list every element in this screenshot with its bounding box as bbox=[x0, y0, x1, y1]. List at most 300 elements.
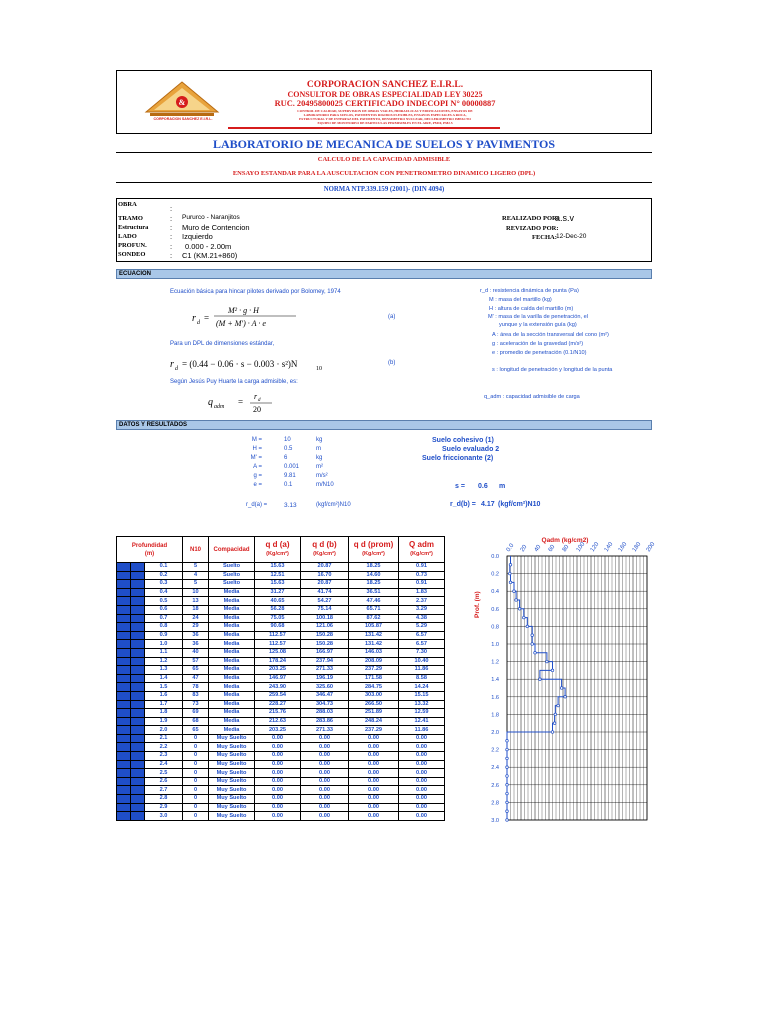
data-point bbox=[560, 687, 563, 690]
qadm-cell: 6.57 bbox=[399, 640, 445, 649]
row-marker bbox=[131, 623, 145, 632]
data-point bbox=[551, 731, 554, 734]
table-row bbox=[117, 597, 495, 606]
row-marker bbox=[117, 786, 131, 795]
qd-b-cell: 16.70 bbox=[301, 571, 349, 580]
sondeo-value: C1 (KM.21+860) bbox=[182, 251, 238, 260]
data-point bbox=[515, 599, 518, 602]
sondeo-label: SONDEO bbox=[118, 251, 146, 258]
row-marker bbox=[117, 726, 131, 735]
data-point bbox=[506, 748, 509, 751]
table-row bbox=[117, 666, 495, 675]
row-marker bbox=[131, 760, 145, 769]
row-marker bbox=[131, 752, 145, 761]
row-marker bbox=[117, 657, 131, 666]
row-marker bbox=[117, 666, 131, 675]
param-value: 0.1 bbox=[284, 481, 293, 488]
compacidad-cell: Muy Suelto bbox=[209, 760, 255, 769]
qd-a-cell: 56.28 bbox=[255, 605, 301, 614]
s-label: s = bbox=[455, 483, 465, 490]
qd-a-cell: 228.27 bbox=[255, 700, 301, 709]
depth-cell: 1.6 bbox=[145, 691, 183, 700]
def-h: H : altura de caída del martillo (m) bbox=[489, 306, 574, 312]
x-tick-label: 160 bbox=[617, 541, 629, 554]
qd-b-cell: 0.00 bbox=[301, 812, 349, 821]
qadm-cell: 11.86 bbox=[399, 726, 445, 735]
huarte-text: Según Jesús Puy Huarte la carga admisible, es: bbox=[170, 379, 298, 385]
qadm-cell: 0.00 bbox=[399, 777, 445, 786]
qadm-cell: 0.00 bbox=[399, 734, 445, 743]
rd-b-unit: (kgf/cm²)N10 bbox=[498, 501, 541, 508]
n10-cell: 0 bbox=[183, 812, 209, 821]
data-point bbox=[506, 792, 509, 795]
header-rule bbox=[228, 127, 500, 129]
depth-cell: 1.5 bbox=[145, 683, 183, 692]
sondeo-colon: : bbox=[170, 251, 173, 260]
n10-cell: 0 bbox=[183, 786, 209, 795]
param-unit: m bbox=[316, 445, 321, 452]
qd-b-cell: 75.14 bbox=[301, 605, 349, 614]
data-point bbox=[506, 819, 509, 822]
svg-text:10: 10 bbox=[316, 366, 322, 372]
param-unit: kg bbox=[316, 454, 323, 461]
qadm-cell: 12.59 bbox=[399, 709, 445, 718]
qd-a-cell: 40.65 bbox=[255, 597, 301, 606]
depth-cell: 1.2 bbox=[145, 657, 183, 666]
qd-a-cell: 112.57 bbox=[255, 631, 301, 640]
qd-b-cell: 304.73 bbox=[301, 700, 349, 709]
def-e: e : promedio de penetración (0.1/N10) bbox=[492, 350, 587, 356]
svg-text:(M + M') · A · e: (M + M') · A · e bbox=[216, 319, 266, 328]
def-mprime: M' : masa de la varilla de penetración, el bbox=[488, 314, 588, 320]
n10-cell: 57 bbox=[183, 657, 209, 666]
y-tick-label: 2.8 bbox=[491, 800, 499, 807]
compacidad-cell: Media bbox=[209, 709, 255, 718]
compacidad-cell: Muy Suelto bbox=[209, 777, 255, 786]
data-point bbox=[506, 740, 509, 743]
row-marker bbox=[131, 657, 145, 666]
table-row bbox=[117, 777, 495, 786]
data-point bbox=[564, 696, 567, 699]
formula-a bbox=[192, 302, 312, 332]
rd-a-label: r_d(a) = bbox=[246, 502, 268, 508]
row-marker bbox=[117, 648, 131, 657]
depth-cell: 0.6 bbox=[145, 605, 183, 614]
def-s: s : longitud de penetración y longitud de la punta bbox=[492, 367, 613, 373]
table-row bbox=[117, 683, 495, 692]
y-tick-label: 0.2 bbox=[491, 571, 499, 578]
header-qd-b: q d (b) (Kg/cm²) bbox=[301, 537, 349, 563]
qd-a-cell: 0.00 bbox=[255, 769, 301, 778]
header-qd-prom: q d (prom) (Kg/cm²) bbox=[349, 537, 399, 563]
qd-a-cell: 112.57 bbox=[255, 640, 301, 649]
compacidad-cell: Muy Suelto bbox=[209, 795, 255, 804]
svg-text:q: q bbox=[208, 397, 213, 408]
svg-text:M² · g · H: M² · g · H bbox=[228, 306, 259, 315]
data-point bbox=[509, 572, 512, 575]
formula-b-label: (b) bbox=[388, 360, 396, 366]
qadm-cell: 15.15 bbox=[399, 691, 445, 700]
qadm-cell: 0.00 bbox=[399, 743, 445, 752]
header-qd-a: q d (a) (Kg/cm²) bbox=[255, 537, 301, 563]
qd-b-cell: 121.06 bbox=[301, 623, 349, 632]
table-row bbox=[117, 640, 495, 649]
param-name: M' = bbox=[250, 454, 262, 461]
estructura-value: Muro de Contencion bbox=[182, 223, 250, 232]
y-tick-label: 1.8 bbox=[491, 712, 499, 719]
header-n10: N10 bbox=[183, 537, 209, 563]
soil-cohesivo: Suelo cohesivo (1) bbox=[432, 437, 494, 444]
row-marker bbox=[131, 777, 145, 786]
compacidad-cell: Media bbox=[209, 700, 255, 709]
table-row bbox=[117, 717, 495, 726]
row-marker bbox=[117, 760, 131, 769]
qadm-cell: 11.86 bbox=[399, 666, 445, 675]
def-g: g : aceleración de la gravedad (m/s²) bbox=[492, 341, 584, 347]
data-point bbox=[506, 766, 509, 769]
row-marker bbox=[117, 717, 131, 726]
svg-text:r: r bbox=[170, 359, 174, 370]
qadm-cell: 6.57 bbox=[399, 631, 445, 640]
row-marker bbox=[117, 700, 131, 709]
x-tick-label: 60 bbox=[547, 544, 557, 554]
header-qadm: Q adm (Kg/cm²) bbox=[399, 537, 445, 563]
qd-a-cell: 0.00 bbox=[255, 803, 301, 812]
obra-label: OBRA bbox=[118, 201, 137, 208]
row-marker bbox=[117, 674, 131, 683]
n10-cell: 0 bbox=[183, 803, 209, 812]
tramo-value: Pururco - Naranjitos bbox=[182, 214, 240, 221]
depth-cell: 0.5 bbox=[145, 597, 183, 606]
compacidad-cell: Media bbox=[209, 717, 255, 726]
calc-title: CALCULO DE LA CAPACIDAD ADMISIBLE bbox=[317, 156, 451, 163]
row-marker bbox=[131, 674, 145, 683]
header-compacidad: Compacidad bbox=[209, 537, 255, 563]
qd-a-cell: 12.51 bbox=[255, 571, 301, 580]
rd-a-value: 3.13 bbox=[284, 502, 297, 509]
profun-colon: : bbox=[170, 242, 173, 251]
test-rule bbox=[116, 182, 652, 183]
qadm-cell: 10.40 bbox=[399, 657, 445, 666]
qd-b-cell: 325.60 bbox=[301, 683, 349, 692]
table-row bbox=[117, 803, 495, 812]
rd-b-label: r_d(b) = bbox=[450, 501, 476, 508]
x-tick-label: 100 bbox=[575, 541, 587, 554]
data-point bbox=[531, 634, 534, 637]
y-tick-label: 0.8 bbox=[491, 624, 499, 631]
qd-prom-cell: 87.62 bbox=[349, 614, 399, 623]
rd-a-unit: (kgf/cm²)N10 bbox=[316, 502, 351, 508]
qd-b-cell: 346.47 bbox=[301, 691, 349, 700]
lab-title: LABORATORIO DE MECANICA DE SUELOS Y PAVIMENTOS bbox=[212, 137, 556, 151]
qd-prom-cell: 251.89 bbox=[349, 709, 399, 718]
qd-b-cell: 0.00 bbox=[301, 769, 349, 778]
table-row bbox=[117, 700, 495, 709]
row-marker bbox=[117, 580, 131, 589]
row-marker bbox=[131, 795, 145, 804]
table-row bbox=[117, 605, 495, 614]
qadm-cell: 0.00 bbox=[399, 760, 445, 769]
qadm-cell: 3.29 bbox=[399, 605, 445, 614]
qd-prom-cell: 14.60 bbox=[349, 571, 399, 580]
depth-cell: 3.0 bbox=[145, 812, 183, 821]
qd-b-cell: 150.28 bbox=[301, 640, 349, 649]
compacidad-cell: Media bbox=[209, 623, 255, 632]
table-row bbox=[117, 709, 495, 718]
row-marker bbox=[131, 631, 145, 640]
header-profundidad: Profundidad (m) bbox=[117, 537, 183, 563]
def-m: M : masa del martillo (kg) bbox=[489, 297, 552, 303]
table-row bbox=[117, 726, 495, 735]
qadm-cell: 7.30 bbox=[399, 648, 445, 657]
s-value: 0.6 bbox=[478, 483, 488, 490]
qd-prom-cell: 0.00 bbox=[349, 752, 399, 761]
x-tick-label: 120 bbox=[589, 541, 601, 554]
qd-a-cell: 125.08 bbox=[255, 648, 301, 657]
ecuacion-intro: Ecuación básica para hincar pilotes derivado por Bolomey, 1974 bbox=[170, 289, 341, 295]
qd-a-cell: 259.54 bbox=[255, 691, 301, 700]
company-line4: CONTROL DE CALIDAD, SUPERVISION DE OBRAS VIALES, HIDRAULICAS Y EDIFICACIONES, ENSAYOS DE bbox=[297, 109, 473, 113]
data-point bbox=[531, 643, 534, 646]
n10-cell: 5 bbox=[183, 580, 209, 589]
company-line6: ESTRUCTURAL Y DE INTERFAZ DEL PAVIMENTO, DENSIMETRO NUCLEAR, DECLEROMETRO IMPACTO bbox=[299, 117, 471, 121]
row-marker bbox=[117, 623, 131, 632]
row-marker bbox=[117, 769, 131, 778]
row-marker bbox=[117, 683, 131, 692]
qd-prom-cell: 36.51 bbox=[349, 588, 399, 597]
depth-cell: 1.9 bbox=[145, 717, 183, 726]
qd-b-cell: 150.28 bbox=[301, 631, 349, 640]
compacidad-cell: Suelto bbox=[209, 571, 255, 580]
param-value: 0.001 bbox=[284, 463, 300, 470]
qd-a-cell: 0.00 bbox=[255, 752, 301, 761]
chart-title: Qadm (kg/cm2) bbox=[541, 537, 589, 544]
param-name: g = bbox=[253, 472, 262, 479]
depth-cell: 1.0 bbox=[145, 640, 183, 649]
title-rule bbox=[116, 152, 652, 153]
svg-text:20: 20 bbox=[253, 405, 261, 414]
row-marker bbox=[117, 588, 131, 597]
qd-a-cell: 15.63 bbox=[255, 580, 301, 589]
qd-a-cell: 0.00 bbox=[255, 743, 301, 752]
lado-colon: : bbox=[170, 232, 173, 241]
qd-prom-cell: 131.42 bbox=[349, 631, 399, 640]
param-value: 10 bbox=[284, 437, 291, 443]
compacidad-cell: Media bbox=[209, 683, 255, 692]
compacidad-cell: Muy Suelto bbox=[209, 743, 255, 752]
qd-a-cell: 0.00 bbox=[255, 777, 301, 786]
company-line7: EQUIPO DE MONITOREO DE PARTICULAS PERMISIBLES EN EL AIRE, PM10, PM2.5 bbox=[317, 121, 453, 125]
data-point bbox=[553, 722, 556, 725]
qadm-cell: 0.00 bbox=[399, 769, 445, 778]
n10-cell: 65 bbox=[183, 726, 209, 735]
qadm-cell: 0.91 bbox=[399, 563, 445, 572]
row-marker bbox=[131, 640, 145, 649]
qd-a-cell: 75.05 bbox=[255, 614, 301, 623]
svg-text:d: d bbox=[258, 398, 261, 403]
table-row bbox=[117, 657, 495, 666]
depth-cell: 2.8 bbox=[145, 795, 183, 804]
depth-cell: 1.1 bbox=[145, 648, 183, 657]
row-marker bbox=[131, 786, 145, 795]
y-tick-label: 2.6 bbox=[491, 782, 499, 789]
depth-cell: 1.8 bbox=[145, 709, 183, 718]
qadm-cell: 12.41 bbox=[399, 717, 445, 726]
y-tick-label: 1.0 bbox=[491, 642, 499, 648]
rd-b-value: 4.17 bbox=[481, 501, 495, 508]
x-tick-label: 40 bbox=[533, 544, 543, 554]
depth-cell: 2.2 bbox=[145, 743, 183, 752]
qd-prom-cell: 0.00 bbox=[349, 786, 399, 795]
param-value: 9.81 bbox=[284, 472, 296, 479]
qadm-cell: 4.38 bbox=[399, 614, 445, 623]
y-tick-label: 0.4 bbox=[491, 589, 499, 596]
company-line5: LABORATORIO PARA SUELOS, PAVIMENTOS RIGIDOS FLEXIBLES, ENSAYOS ESPECIALES A ROCA, bbox=[303, 113, 467, 117]
y-tick-label: 2.0 bbox=[491, 730, 499, 736]
compacidad-cell: Muy Suelto bbox=[209, 734, 255, 743]
y-tick-label: 1.2 bbox=[491, 659, 499, 666]
profun-value: 0.000 - 2.00m bbox=[185, 242, 232, 251]
depth-cell: 1.3 bbox=[145, 666, 183, 675]
n10-cell: 5 bbox=[183, 563, 209, 572]
row-marker bbox=[131, 769, 145, 778]
formula-qadm bbox=[208, 389, 298, 415]
ecuacion-band: ECUACION bbox=[116, 269, 652, 279]
svg-text:r: r bbox=[254, 392, 258, 401]
qd-prom-cell: 0.00 bbox=[349, 743, 399, 752]
qadm-cell: 8.58 bbox=[399, 674, 445, 683]
table-row bbox=[117, 648, 495, 657]
row-marker bbox=[131, 717, 145, 726]
qd-a-cell: 243.90 bbox=[255, 683, 301, 692]
param-name: A = bbox=[253, 463, 262, 470]
data-point bbox=[539, 678, 542, 681]
table-row bbox=[117, 614, 495, 623]
param-unit: m² bbox=[316, 463, 323, 470]
table-row bbox=[117, 760, 495, 769]
n10-cell: 29 bbox=[183, 623, 209, 632]
param-unit: m/N10 bbox=[316, 481, 334, 488]
depth-cell: 2.7 bbox=[145, 786, 183, 795]
row-marker bbox=[131, 803, 145, 812]
qd-b-cell: 237.94 bbox=[301, 657, 349, 666]
table-row bbox=[117, 571, 495, 580]
company-ruc: RUC. 20495800025 CERTIFICADO INDECOPI N° 00000887 bbox=[274, 99, 496, 108]
compacidad-cell: Media bbox=[209, 657, 255, 666]
y-tick-label: 1.6 bbox=[491, 694, 499, 701]
profun-label: PROFUN. bbox=[118, 242, 147, 249]
qd-b-cell: 283.86 bbox=[301, 717, 349, 726]
table-row bbox=[117, 691, 495, 700]
s-unit: m bbox=[499, 483, 506, 490]
param-value: 6 bbox=[284, 454, 288, 461]
svg-text:d: d bbox=[175, 366, 178, 372]
data-point bbox=[509, 581, 512, 584]
table-row bbox=[117, 674, 495, 683]
tramo-colon: : bbox=[170, 214, 173, 223]
qd-b-cell: 0.00 bbox=[301, 734, 349, 743]
row-marker bbox=[117, 743, 131, 752]
qd-b-cell: 41.74 bbox=[301, 588, 349, 597]
qd-b-cell: 20.87 bbox=[301, 580, 349, 589]
depth-cell: 2.0 bbox=[145, 726, 183, 735]
svg-text:adm: adm bbox=[214, 404, 225, 410]
n10-cell: 0 bbox=[183, 777, 209, 786]
n10-cell: 78 bbox=[183, 683, 209, 692]
data-point bbox=[513, 590, 516, 593]
formula-a-label: (a) bbox=[388, 314, 396, 320]
qd-prom-cell: 0.00 bbox=[349, 803, 399, 812]
data-point bbox=[557, 704, 560, 707]
row-marker bbox=[131, 605, 145, 614]
svg-text:&: & bbox=[178, 98, 186, 107]
x-tick-label: 140 bbox=[603, 541, 615, 554]
qd-b-cell: 271.33 bbox=[301, 726, 349, 735]
n10-cell: 47 bbox=[183, 674, 209, 683]
qadm-cell: 0.00 bbox=[399, 752, 445, 761]
n10-cell: 69 bbox=[183, 709, 209, 718]
qd-a-cell: 215.76 bbox=[255, 709, 301, 718]
compacidad-cell: Muy Suelto bbox=[209, 812, 255, 821]
qd-b-cell: 100.18 bbox=[301, 614, 349, 623]
depth-cell: 0.3 bbox=[145, 580, 183, 589]
compacidad-cell: Muy Suelto bbox=[209, 752, 255, 761]
company-line2: CONSULTOR DE OBRAS ESPECIALIDAD LEY 30225 bbox=[287, 90, 483, 99]
qd-b-cell: 0.00 bbox=[301, 760, 349, 769]
soil-friccionante: Suelo friccionante (2) bbox=[422, 455, 494, 462]
row-marker bbox=[117, 777, 131, 786]
compacidad-cell: Media bbox=[209, 614, 255, 623]
qd-prom-cell: 0.00 bbox=[349, 769, 399, 778]
table-row bbox=[117, 734, 495, 743]
svg-text:= (0.44 − 0.06 · s − 0.003 · s: = (0.44 − 0.06 · s − 0.003 · s²)N bbox=[182, 359, 298, 369]
row-marker bbox=[131, 666, 145, 675]
n10-cell: 0 bbox=[183, 769, 209, 778]
data-point bbox=[554, 713, 557, 716]
qadm-cell: 0.00 bbox=[399, 795, 445, 804]
table-row bbox=[117, 812, 495, 821]
compacidad-cell: Media bbox=[209, 691, 255, 700]
depth-cell: 0.7 bbox=[145, 614, 183, 623]
y-tick-label: 2.4 bbox=[491, 765, 499, 772]
qd-prom-cell: 0.00 bbox=[349, 734, 399, 743]
data-point bbox=[506, 775, 509, 778]
qd-a-cell: 203.25 bbox=[255, 666, 301, 675]
qd-b-cell: 0.00 bbox=[301, 795, 349, 804]
estructura-colon: : bbox=[170, 223, 173, 232]
qadm-cell: 0.00 bbox=[399, 786, 445, 795]
table-row bbox=[117, 631, 495, 640]
logo-caption: CORPORACION SANCHEZ E.I.R.L. bbox=[153, 117, 213, 121]
qadm-cell: 2.37 bbox=[399, 597, 445, 606]
def-rd: r_d : resistencia dinámica de punta (Pa) bbox=[480, 288, 579, 294]
param-name: M = bbox=[251, 437, 262, 443]
compacidad-cell: Muy Suelto bbox=[209, 786, 255, 795]
data-point bbox=[526, 625, 529, 628]
row-marker bbox=[117, 691, 131, 700]
qd-prom-cell: 303.00 bbox=[349, 691, 399, 700]
n10-cell: 0 bbox=[183, 743, 209, 752]
row-marker bbox=[131, 597, 145, 606]
svg-text:r: r bbox=[192, 313, 196, 324]
obra-colon: : bbox=[170, 204, 173, 213]
qadm-cell: 13.32 bbox=[399, 700, 445, 709]
row-marker bbox=[117, 563, 131, 572]
data-point bbox=[518, 608, 521, 611]
n10-cell: 40 bbox=[183, 648, 209, 657]
fecha-label: FECHA: bbox=[532, 234, 557, 241]
tramo-label: TRAMO bbox=[118, 215, 143, 222]
